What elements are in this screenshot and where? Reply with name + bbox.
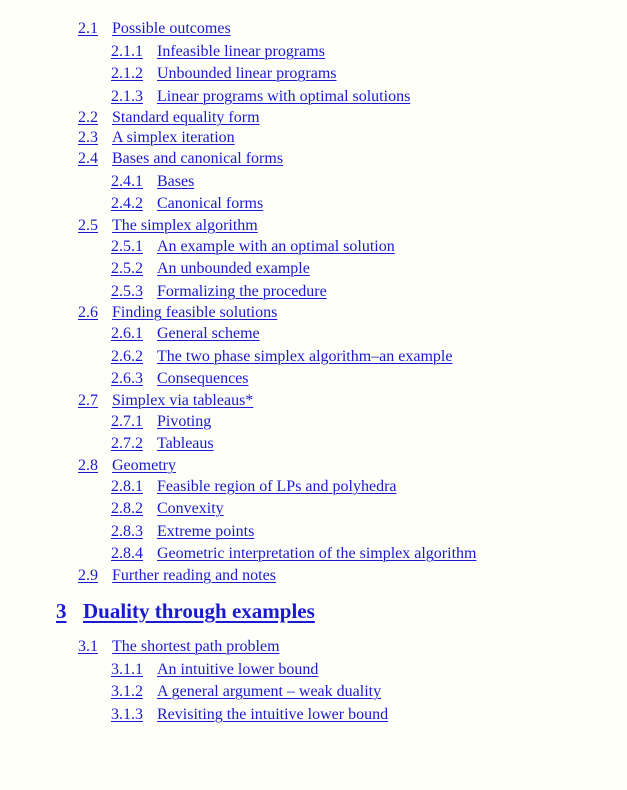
toc-entry-2-7[interactable] xyxy=(0,391,627,411)
toc-entry-2-4-2[interactable] xyxy=(0,193,627,216)
toc-entry-title[interactable]: Unbounded linear programs xyxy=(157,65,337,82)
toc-entry-title[interactable]: Infeasible linear programs xyxy=(157,42,325,60)
chapter-number[interactable]: 3 xyxy=(56,599,67,623)
toc-entry-number[interactable]: 2.6.1 xyxy=(111,325,143,342)
toc-entry-number[interactable]: 2.8 xyxy=(78,456,98,474)
toc-entry-title[interactable]: A simplex iteration xyxy=(112,129,235,146)
toc-entry-title[interactable]: Geometric interpretation of the simplex algorithm xyxy=(157,545,477,562)
toc-entry-2-7-2[interactable] xyxy=(0,433,627,456)
toc-entry-title[interactable]: Consequences xyxy=(157,370,249,387)
toc-entry-title[interactable]: Pivoting xyxy=(157,412,212,430)
toc-entry-title[interactable]: Formalizing the procedure xyxy=(157,282,327,300)
toc-entry-2-8[interactable] xyxy=(0,456,627,476)
toc-entry-2-1-1[interactable] xyxy=(0,41,627,64)
toc-entry-number[interactable]: 2.1.2 xyxy=(111,65,143,82)
toc-entry-2-6[interactable] xyxy=(0,303,627,323)
toc-entry-title[interactable]: An example with an optimal solution xyxy=(157,237,395,255)
toc-entry-2-6-3[interactable] xyxy=(0,368,627,391)
toc-entry-number[interactable]: 2.8.3 xyxy=(111,522,143,540)
toc-entry-number[interactable]: 2.5.3 xyxy=(111,282,143,300)
toc-entry-number[interactable]: 2.6.3 xyxy=(111,370,143,387)
toc-entry-title[interactable]: Convexity xyxy=(157,500,224,517)
toc-entry-2-3[interactable] xyxy=(0,128,627,148)
toc-entry-2-9[interactable] xyxy=(0,566,627,586)
toc-entry-title[interactable]: Simplex via tableaus* xyxy=(112,391,254,409)
toc-entry-number[interactable]: 2.5.1 xyxy=(111,237,143,255)
toc-entry-3-1-1[interactable] xyxy=(0,659,627,682)
toc-entry-2-8-3[interactable] xyxy=(0,521,627,544)
toc-entry-number[interactable]: 2.6.2 xyxy=(111,347,143,365)
toc-chapter-heading-3[interactable] xyxy=(0,594,627,628)
toc-entry-2-1-3[interactable] xyxy=(0,86,627,109)
toc-entry-2-5-2[interactable] xyxy=(0,258,627,281)
toc-entry-2-6-1[interactable] xyxy=(0,323,627,346)
toc-entry-3-1-3[interactable] xyxy=(0,704,627,727)
toc-entry-title[interactable]: Revisiting the intuitive lower bound xyxy=(157,705,389,723)
toc-entry-title[interactable]: General scheme xyxy=(157,325,260,342)
toc-entry-2-2[interactable] xyxy=(0,108,627,128)
toc-entry-title[interactable]: The two phase simplex algorithm–an example xyxy=(157,347,453,365)
toc-entry-title[interactable]: Finding feasible solutions xyxy=(112,304,278,321)
toc-entry-title[interactable]: Feasible region of LPs and polyhedra xyxy=(157,477,397,495)
toc-entry-title[interactable]: Bases xyxy=(157,172,195,190)
toc-entry-number[interactable]: 2.4 xyxy=(78,150,98,167)
toc-entry-number[interactable]: 2.3 xyxy=(78,129,98,146)
toc-entry-title[interactable]: An intuitive lower bound xyxy=(157,660,319,678)
toc-entry-number[interactable]: 2.7 xyxy=(78,391,98,409)
toc-entry-3-1[interactable] xyxy=(0,636,627,659)
toc-entry-number[interactable]: 2.4.1 xyxy=(111,172,143,190)
toc-entry-number[interactable]: 3.1.2 xyxy=(111,683,143,700)
toc-entry-2-5[interactable] xyxy=(0,216,627,236)
toc-entry-title[interactable]: The simplex algorithm xyxy=(112,216,258,234)
toc-entry-number[interactable]: 2.7.1 xyxy=(111,412,143,430)
toc-entry-title[interactable]: Further reading and notes xyxy=(112,566,276,584)
toc-entry-title[interactable]: An unbounded example xyxy=(157,260,310,277)
chapter-title[interactable]: Duality through examples xyxy=(83,599,315,623)
toc-entry-number[interactable]: 2.4.2 xyxy=(111,195,143,212)
toc-entry-title[interactable]: Canonical forms xyxy=(157,195,264,212)
toc-entry-title[interactable]: Bases and canonical forms xyxy=(112,150,284,167)
toc-entry-number[interactable]: 2.1 xyxy=(78,20,98,37)
toc-entry-3-1-2[interactable] xyxy=(0,681,627,704)
toc-entry-number[interactable]: 2.9 xyxy=(78,566,98,584)
toc-entry-number[interactable]: 2.6 xyxy=(78,304,98,321)
toc-entry-number[interactable]: 2.1.1 xyxy=(111,42,143,60)
toc-entry-number[interactable]: 2.8.4 xyxy=(111,545,143,562)
toc-entry-number[interactable]: 3.1.1 xyxy=(111,660,143,678)
toc-entry-title[interactable]: Linear programs with optimal solutions xyxy=(157,87,411,105)
toc-entry-2-5-1[interactable] xyxy=(0,236,627,259)
toc-entry-title[interactable]: Standard equality form xyxy=(112,109,260,126)
toc-entry-2-7-1[interactable] xyxy=(0,411,627,434)
toc-entry-title[interactable]: Extreme points xyxy=(157,522,255,540)
toc-entry-number[interactable]: 2.8.2 xyxy=(111,500,143,517)
toc-entry-number[interactable]: 2.2 xyxy=(78,109,98,126)
toc-entry-2-1[interactable] xyxy=(0,18,627,41)
toc-chapter-3-list xyxy=(0,636,627,726)
toc-entry-title[interactable]: Tableaus xyxy=(157,435,214,452)
toc-entry-title[interactable]: Possible outcomes xyxy=(112,20,231,37)
toc-entry-number[interactable]: 2.8.1 xyxy=(111,477,143,495)
toc-entry-title[interactable]: A general argument – weak duality xyxy=(157,683,382,700)
toc-entry-2-5-3[interactable] xyxy=(0,281,627,304)
toc-entry-number[interactable]: 2.1.3 xyxy=(111,87,143,105)
toc-entry-title[interactable]: The shortest path problem xyxy=(112,638,280,655)
toc-entry-2-8-2[interactable] xyxy=(0,498,627,521)
toc-entry-2-4[interactable] xyxy=(0,148,627,171)
toc-entry-2-8-4[interactable] xyxy=(0,543,627,566)
toc-chapter-2-list xyxy=(0,18,627,586)
toc-entry-2-6-2[interactable] xyxy=(0,346,627,369)
toc-entry-number[interactable]: 2.7.2 xyxy=(111,435,143,452)
toc-entry-number[interactable]: 3.1.3 xyxy=(111,705,143,723)
toc-entry-number[interactable]: 2.5 xyxy=(78,216,98,234)
toc-entry-2-8-1[interactable] xyxy=(0,476,627,499)
toc-entry-number[interactable]: 3.1 xyxy=(78,638,98,655)
toc-entry-2-1-2[interactable] xyxy=(0,63,627,86)
toc-entry-number[interactable]: 2.5.2 xyxy=(111,260,143,277)
toc-entry-2-4-1[interactable] xyxy=(0,171,627,194)
toc-entry-title[interactable]: Geometry xyxy=(112,456,176,474)
